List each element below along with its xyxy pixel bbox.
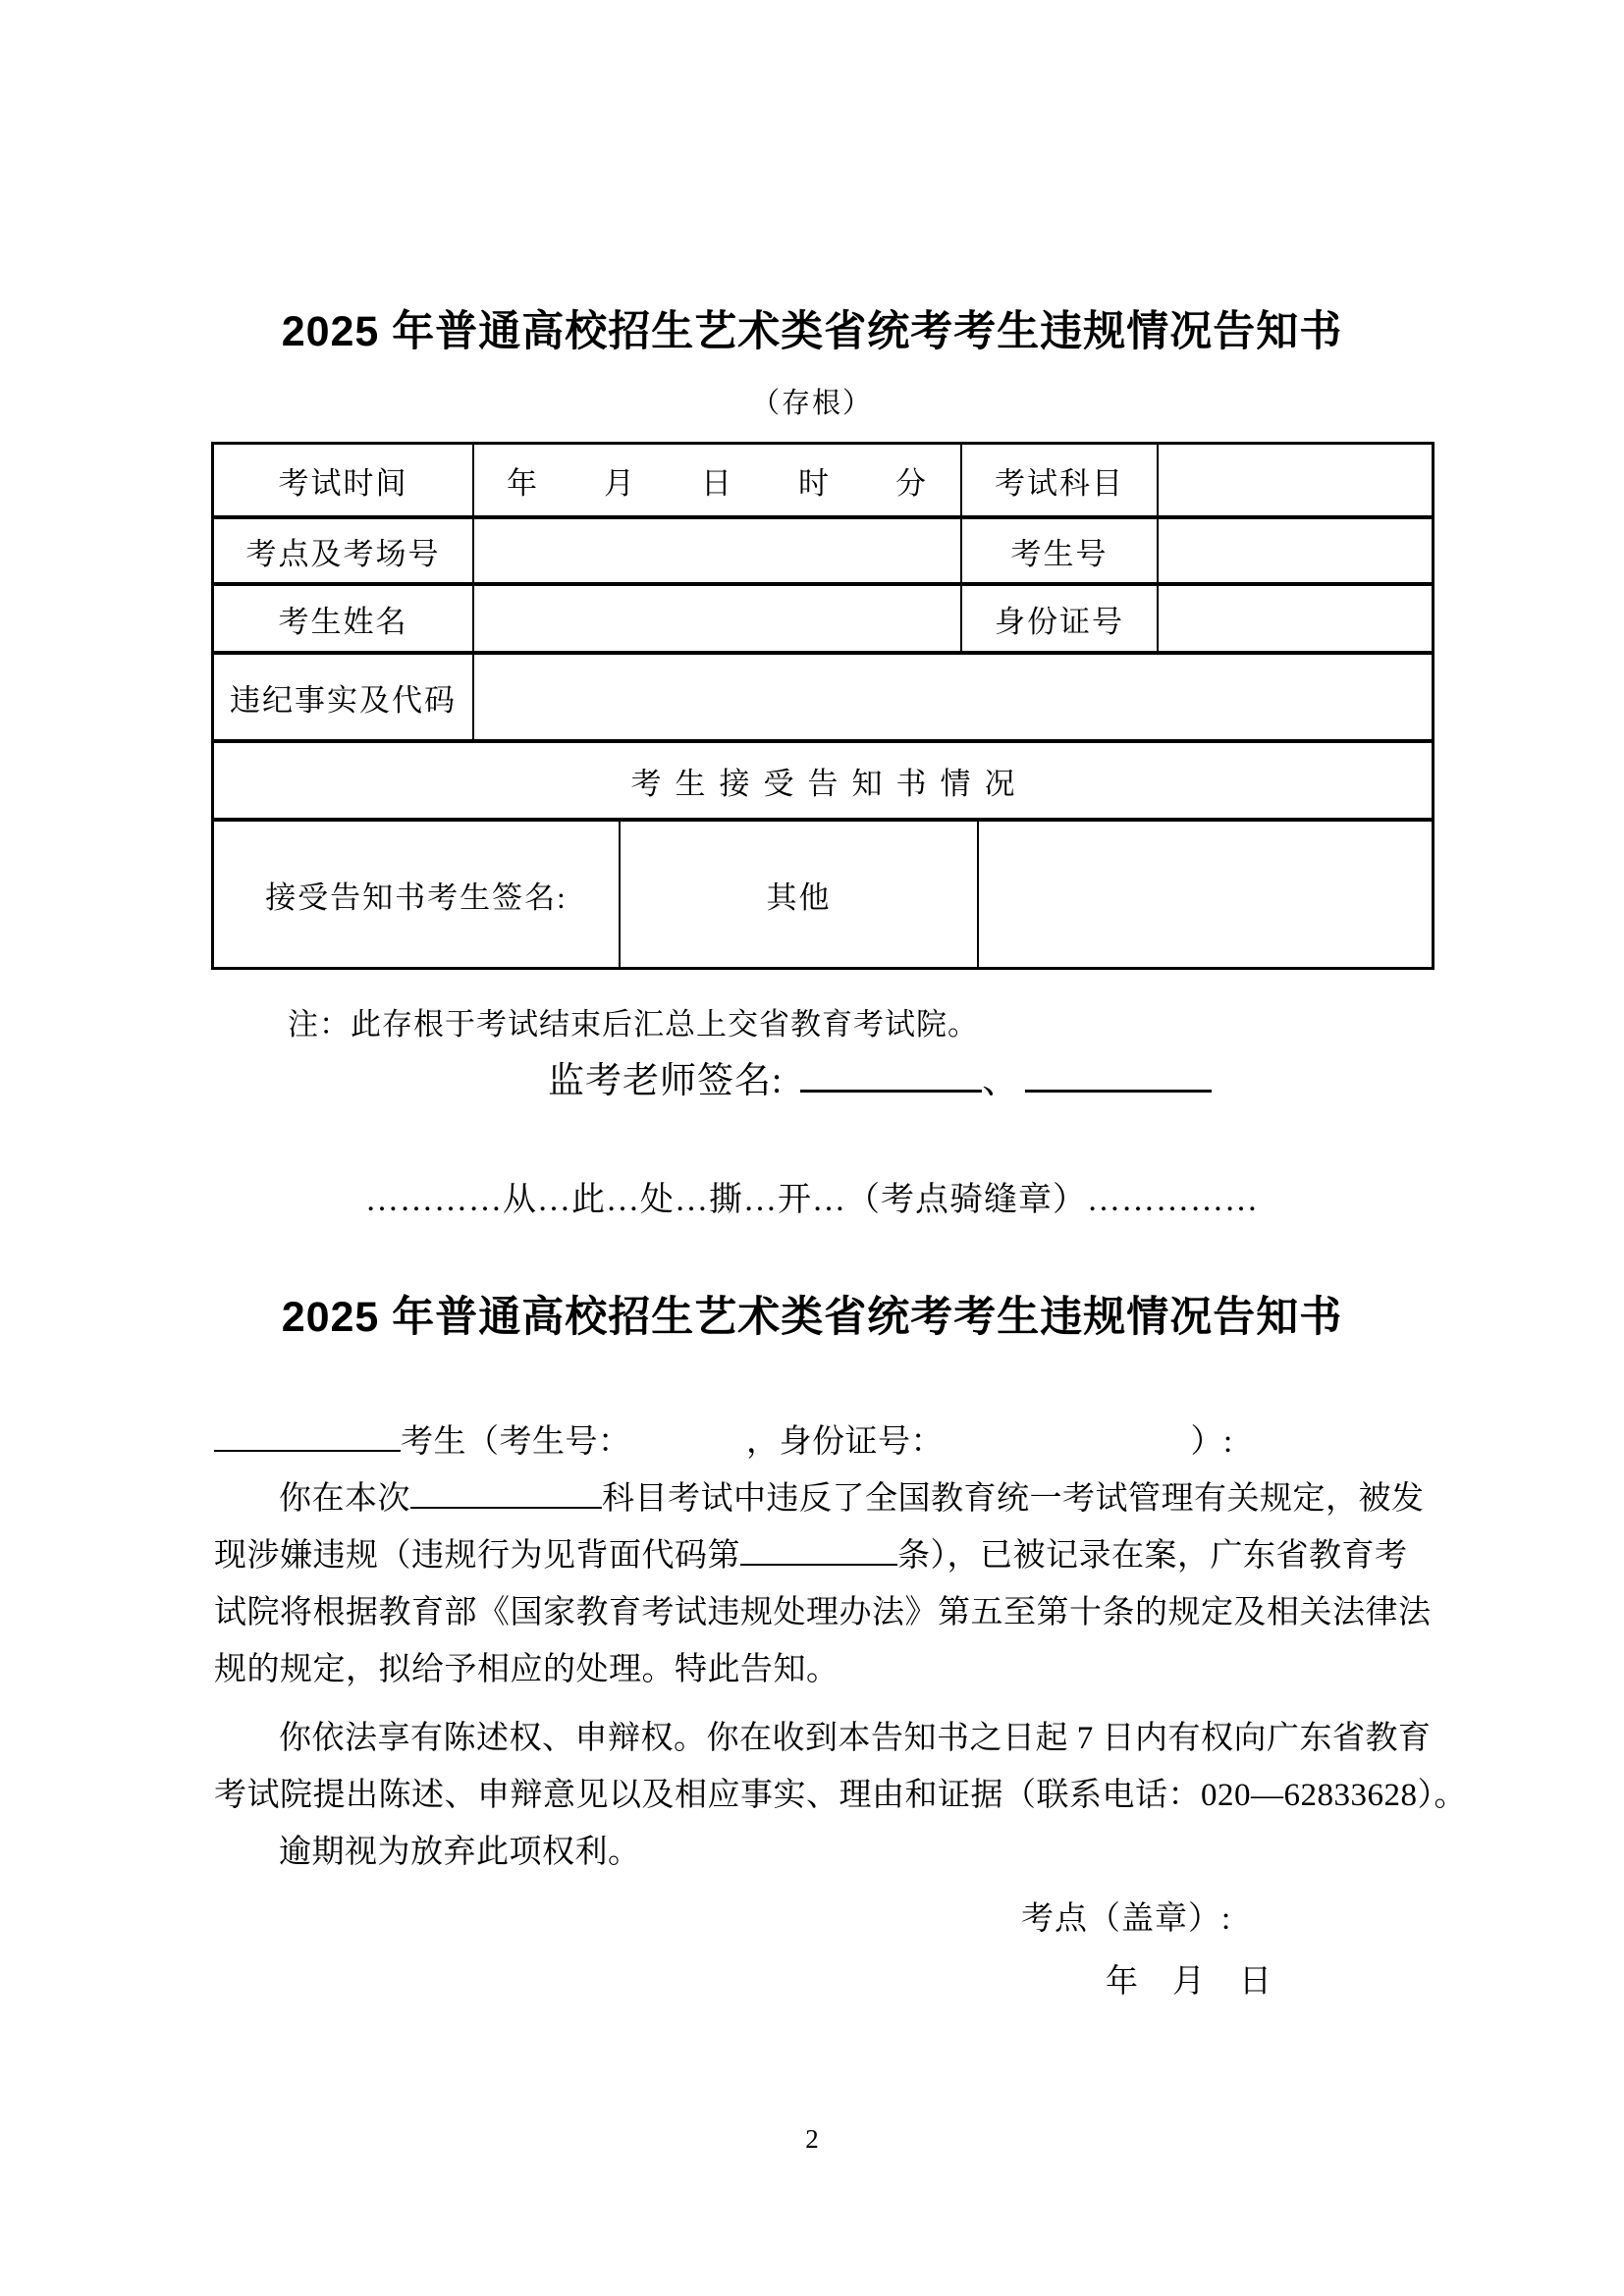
- notice-text: 考试院提出陈述、申辩意见以及相应事实、理由和证据（联系电话：020—62833628）。: [214, 1778, 1467, 1813]
- site-room-label: 考点及考场号: [214, 519, 474, 582]
- site-room-value: [474, 519, 962, 582]
- candidate-name-value: [474, 586, 962, 651]
- acceptance-header: 考生接受告知书情况: [630, 766, 1029, 801]
- notice-line: [214, 1414, 1432, 1470]
- violation-label: 违纪事实及代码: [214, 655, 474, 739]
- notice-line: [214, 1584, 1432, 1641]
- notice-line: [214, 1470, 1432, 1527]
- fill-in-blank: [214, 1417, 401, 1452]
- table-row: [214, 519, 1432, 586]
- notice-text: 条），已被记录在案，广东省教育考: [897, 1538, 1408, 1574]
- stub-title: 2025 年普通高校招生艺术类省统考考生违规情况告知书: [281, 308, 1343, 355]
- table-row: [214, 445, 1432, 519]
- acceptance-signature-label: 接受告知书考生签名:: [214, 822, 621, 967]
- other-value: [979, 822, 1432, 967]
- fill-in-blank: [410, 1474, 602, 1509]
- notice-text: 逾期视为放弃此项权利。: [279, 1835, 641, 1870]
- notice-text: 规的规定，拟给予相应的处理。特此告知。: [214, 1652, 839, 1687]
- notice-title: 2025 年普通高校招生艺术类省统考考生违规情况告知书: [281, 1294, 1343, 1341]
- notice-line: [214, 1767, 1467, 1824]
- notice-text: 你依法享有陈述权、申辩权。你在收到本告知书之日起 7 日内有权向广东省教育: [279, 1721, 1432, 1756]
- other-label: 其他: [621, 822, 979, 967]
- notice-text: 科目考试中违反了全国教育统一考试管理有关规定，被发: [602, 1481, 1425, 1517]
- exam-time-label: 考试时间: [214, 445, 474, 515]
- page-number: 2: [805, 2124, 819, 2154]
- tear-here-line: …………从…此…处…撕…开…（考点骑缝章）……………: [365, 1182, 1259, 1218]
- id-no-label: 身份证号: [962, 586, 1159, 651]
- table-row: [214, 743, 1432, 822]
- notice-line: [214, 1710, 1432, 1767]
- notice-text: 考生（考生号： ，身份证号： ）:: [401, 1424, 1233, 1460]
- invigilator-sign-line: [548, 1050, 1212, 1103]
- invigilator-sign-separator: 、: [982, 1061, 1020, 1101]
- candidate-no-label: 考生号: [962, 519, 1159, 582]
- candidate-name-label: 考生姓名: [214, 586, 474, 651]
- notice-body: [214, 1414, 1467, 1881]
- notice-line: [214, 1527, 1432, 1584]
- notice-line: [214, 1641, 1432, 1698]
- exam-subject-value: [1159, 445, 1432, 515]
- stub-table: [211, 442, 1435, 970]
- date-line: 年 月 日: [1106, 1964, 1272, 2000]
- notice-text: 现涉嫌违规（违规行为见背面代码第: [214, 1538, 740, 1574]
- fill-in-blank: [740, 1531, 897, 1566]
- invigilator-sign-label: 监考老师签名:: [548, 1061, 784, 1101]
- notice-text: 你在本次: [279, 1481, 410, 1517]
- exam-subject-label: 考试科目: [962, 445, 1159, 515]
- stub-note: 注：此存根于考试结束后汇总上交省教育考试院。: [288, 1007, 979, 1041]
- table-row: [214, 822, 1432, 967]
- exam-time-value: 年 月 日 时 分: [474, 445, 962, 515]
- violation-value: [474, 655, 1432, 739]
- candidate-no-value: [1159, 519, 1432, 582]
- table-row: [214, 655, 1432, 743]
- invigilator-sign-blank-1: [800, 1053, 982, 1093]
- table-row: [214, 586, 1432, 655]
- id-no-value: [1159, 586, 1432, 651]
- notice-text: 试院将根据教育部《国家教育考试违规处理办法》第五至第十条的规定及相关法律法: [214, 1595, 1432, 1630]
- notice-line: [214, 1824, 1432, 1881]
- stub-subtitle: （存根）: [750, 388, 873, 419]
- exam-site-seal-label: 考点（盖章）:: [1021, 1901, 1232, 1937]
- invigilator-sign-blank-2: [1025, 1053, 1212, 1093]
